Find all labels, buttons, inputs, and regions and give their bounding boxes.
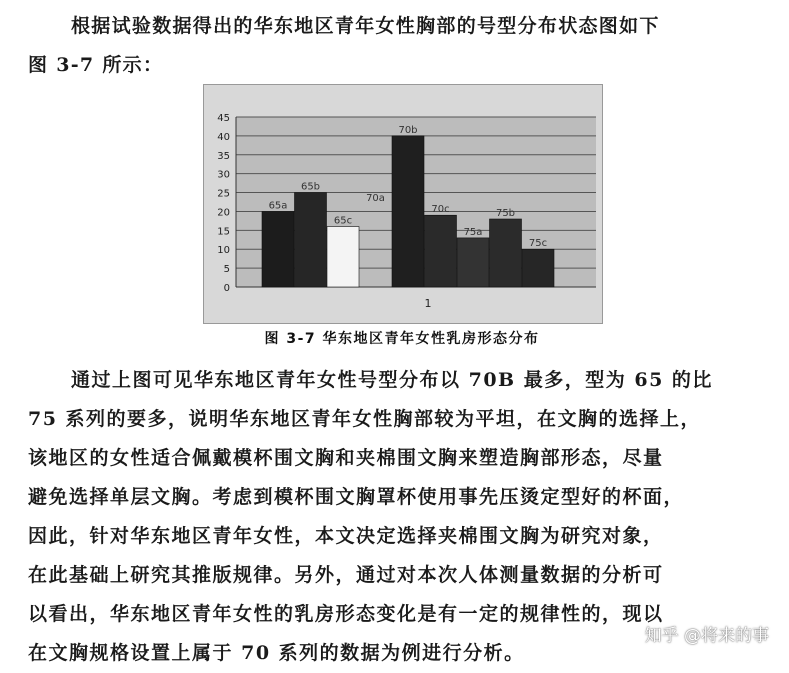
bar — [295, 193, 327, 287]
y-tick-label: 20 — [217, 207, 230, 219]
bar — [522, 249, 554, 287]
bar — [262, 211, 294, 287]
bar-data-label: 65b — [300, 181, 321, 193]
bar-data-label: 65c — [333, 215, 353, 227]
y-tick-label: 15 — [217, 226, 230, 238]
y-tick-label: 45 — [217, 113, 230, 124]
bar — [392, 136, 424, 287]
body-line-3: 该地区的女性适合佩戴模杯围文胸和夹棉围文胸来塑造胸部形态，尽量 — [28, 447, 664, 469]
bar-data-label: 70c — [431, 204, 450, 216]
y-tick-label: 35 — [217, 150, 230, 162]
bar-data-label: 75b — [495, 208, 516, 219]
bar — [327, 227, 359, 287]
y-tick-label: 40 — [217, 131, 230, 143]
bar-data-label: 75a — [463, 226, 483, 238]
body-line-1: 通过上图可见华东地区青年女性号型分布以 70B 最多，型为 65 的比 — [71, 369, 713, 391]
body-line-8: 在文胸规格设置上属于 70 系列的数据为例进行分析。 — [28, 642, 525, 664]
zhihu-watermark: 知乎 @将来的事 — [644, 626, 769, 646]
bar — [425, 215, 457, 287]
body-line-2: 75 系列的要多，说明华东地区青年女性胸部较为平坦，在文胸的选择上， — [28, 408, 702, 430]
bar-chart-figure — [203, 84, 603, 324]
y-tick-label: 30 — [217, 169, 230, 181]
bar-data-label: 75c — [528, 238, 548, 250]
figure-caption: 图 3-7 华东地区青年女性乳房形态分布 — [264, 331, 540, 347]
x-axis-label: 1 — [424, 297, 432, 310]
body-line-6: 在此基础上研究其推版规律。另外，通过对本次人体测量数据的分析可 — [28, 564, 664, 586]
intro-line-2: 图 3-7 所示： — [28, 54, 164, 76]
bar — [457, 238, 489, 287]
y-tick-label: 10 — [217, 245, 230, 257]
y-tick-label: 0 — [223, 283, 230, 294]
body-line-4: 避免选择单层文胸。考虑到模杯围文胸罩杯使用事先压烫定型好的杯面， — [28, 486, 685, 508]
y-tick-label: 25 — [217, 188, 230, 200]
bar-data-label: 70b — [398, 124, 418, 136]
bar-chart — [204, 85, 602, 323]
intro-line-1: 根据试验数据得出的华东地区青年女性胸部的号型分布状态图如下 — [71, 15, 660, 37]
bar — [490, 219, 522, 287]
intro-paragraph — [28, 7, 762, 85]
body-line-5: 因此，针对华东地区青年女性，本文决定选择夹棉围文胸为研究对象， — [28, 525, 664, 547]
y-tick-label: 5 — [223, 264, 230, 276]
bar-data-label: 70a — [366, 192, 385, 204]
body-line-7: 以看出，华东地区青年女性的乳房形态变化是有一定的规律性的，现以 — [28, 603, 664, 625]
bar-data-label: 65a — [268, 200, 288, 212]
